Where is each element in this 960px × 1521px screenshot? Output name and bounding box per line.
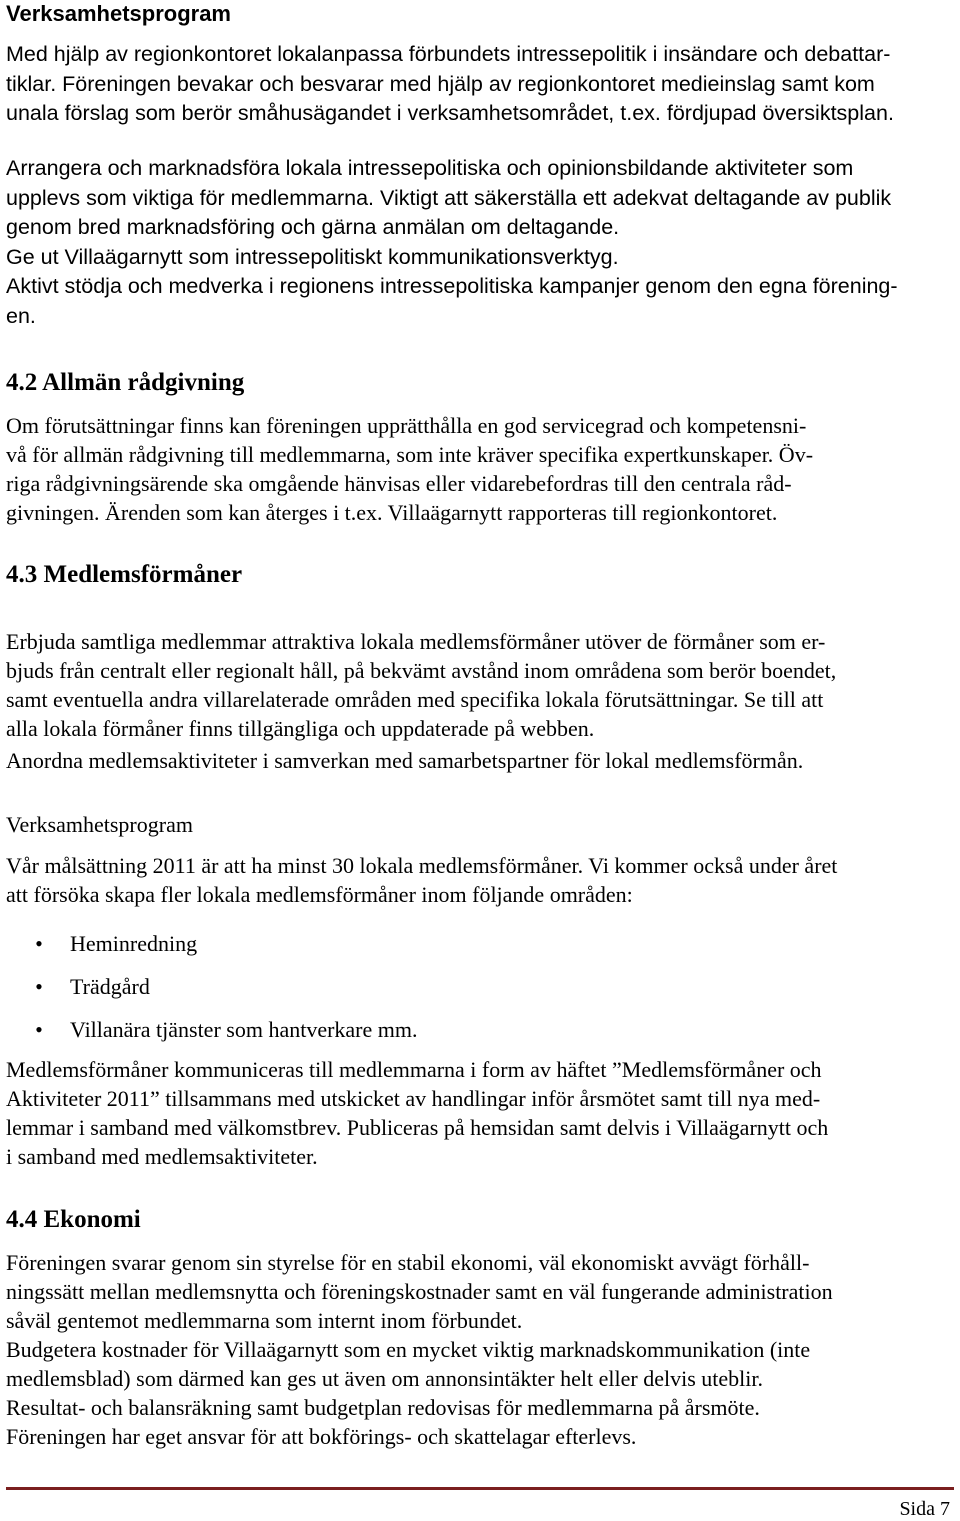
text-line: en.: [6, 303, 36, 328]
text-line: upplevs som viktiga för medlemmarna. Viktigt att säkerställa ett adekvat deltagande av publik: [6, 185, 892, 210]
paragraph-malsattning: [6, 851, 954, 909]
footer-divider: [6, 1487, 954, 1490]
paragraph-medlemsformaner: [6, 627, 954, 743]
text-line: unala förslag som berör småhusägandet i verksamhetsområdet, t.ex. fördjupad översiktsplan.: [6, 101, 894, 125]
text-line: lemmar i samband med välkomstbrev. Publiceras på hemsidan samt delvis i Villaägarnytt och: [6, 1115, 829, 1140]
text-line: Aktivt stödja och medverka i regionens intressepolitiska kampanjer genom den egna förening-: [6, 274, 898, 298]
text-line: att försöka skapa fler lokala medlemsförmåner inom följande områden:: [6, 882, 633, 907]
section-heading-4-2: 4.2 Allmän rådgivning: [6, 369, 245, 396]
paragraph-aktiviteter: [6, 154, 954, 331]
text-line: Vår målsättning 2011 är att ha minst 30 lokala medlemsförmåner. Vi kommer också under året: [6, 853, 838, 878]
text-line: Resultat- och balansräkning samt budgetplan redovisas för medlemmarna på årsmöte.: [6, 1395, 760, 1420]
paragraph-kommunikation: [6, 1055, 954, 1171]
bullet-icon: •: [35, 974, 43, 999]
text-line: i samband med medlemsaktiviteter.: [6, 1144, 318, 1169]
text-line: Föreningen svarar genom sin styrelse för en stabil ekonomi, väl ekonomiskt avvägt förhåll-: [6, 1250, 810, 1275]
text-line: Ge ut Villaägarnytt som intressepolitiskt kommunikationsverktyg.: [6, 244, 619, 269]
text-line: Föreningen har eget ansvar för att bokförings- och skattelagar efterlevs.: [6, 1424, 637, 1449]
text-line: Erbjuda samtliga medlemmar attraktiva lokala medlemsförmåner utöver de förmåner som er-: [6, 629, 826, 654]
list-item-text: Heminredning: [70, 931, 198, 956]
text-line: tiklar. Föreningen bevakar och besvarar med hjälp av regionkontoret medieinslag samt kom: [6, 71, 875, 96]
text-line: vå för allmän rådgivning till medlemmarna, som inte kräver specifika expertkunskaper. Öv-: [6, 442, 814, 467]
paragraph-anordna: [6, 746, 954, 775]
text-line: Budgetera kostnader för Villaägarnytt som en mycket viktig marknadskommunikation (inte: [6, 1337, 811, 1362]
text-line: Anordna medlemsaktiviteter i samverkan med samarbetspartner för lokal medlemsförmån.: [6, 748, 804, 773]
text-line: bjuds från centralt eller regionalt håll, på bekvämt avstånd inom områdena som berör boendet,: [6, 658, 837, 683]
bullet-list: [0, 929, 960, 1059]
text-line: Med hjälp av regionkontoret lokalanpassa förbundets intressepolitik i insändare och debattar-: [6, 42, 891, 66]
text-line: genom bred marknadsföring och gärna anmälan om deltagande.: [6, 215, 620, 239]
paragraph-intressepolitik: [6, 40, 954, 129]
paragraph-radgivning: [6, 411, 954, 527]
text-line: Aktiviteter 2011” tillsammans med utskicket av handlingar inför årsmötet samt till nya med-: [6, 1086, 821, 1111]
page-number: Sida 7: [899, 1498, 950, 1520]
text-line: Om förutsättningar finns kan föreningen upprätthålla en god servicegrad och kompetensni-: [6, 413, 807, 438]
text-line: Medlemsförmåner kommuniceras till medlemmarna i form av häftet ”Medlemsförmåner och: [6, 1057, 822, 1082]
text-line: givningen. Ärenden som kan återges i t.ex. Villaägarnytt rapporteras till regionkontoret.: [6, 500, 778, 525]
text-line: ningssätt mellan medlemsnytta och föreningskostnader samt en väl fungerande administration: [6, 1279, 833, 1304]
text-line: alla lokala förmåner finns tillgängliga och uppdaterade på webben.: [6, 716, 595, 741]
paragraph-ekonomi: [6, 1248, 954, 1451]
list-item-text: Villanära tjänster som hantverkare mm.: [70, 1017, 418, 1042]
text-line: riga rådgivningsärende ska omgående hänvisas eller vidarebefordras till den centrala råd-: [6, 471, 792, 496]
text-line: samt eventuella andra villarelaterade områden med specifika lokala förutsättningar. Se till att: [6, 687, 824, 712]
bullet-icon: •: [35, 931, 43, 956]
subheading-verksamhetsprogram: Verksamhetsprogram: [6, 812, 193, 837]
section-heading-4-3: 4.3 Medlemsförmåner: [6, 561, 243, 588]
list-item-text: Trädgård: [70, 974, 150, 999]
section-heading-4-4: 4.4 Ekonomi: [6, 1206, 141, 1233]
section-heading-verksamhetsprogram: Verksamhetsprogram: [6, 1, 231, 26]
text-line: Arrangera och marknadsföra lokala intressepolitiska och opinionsbildande aktiviteter som: [6, 156, 854, 180]
text-line: såväl gentemot medlemmarna som internt inom förbundet.: [6, 1308, 523, 1333]
text-line: medlemsblad) som därmed kan ges ut även om annonsintäkter helt eller delvis uteblir.: [6, 1366, 763, 1391]
bullet-icon: •: [35, 1017, 43, 1042]
